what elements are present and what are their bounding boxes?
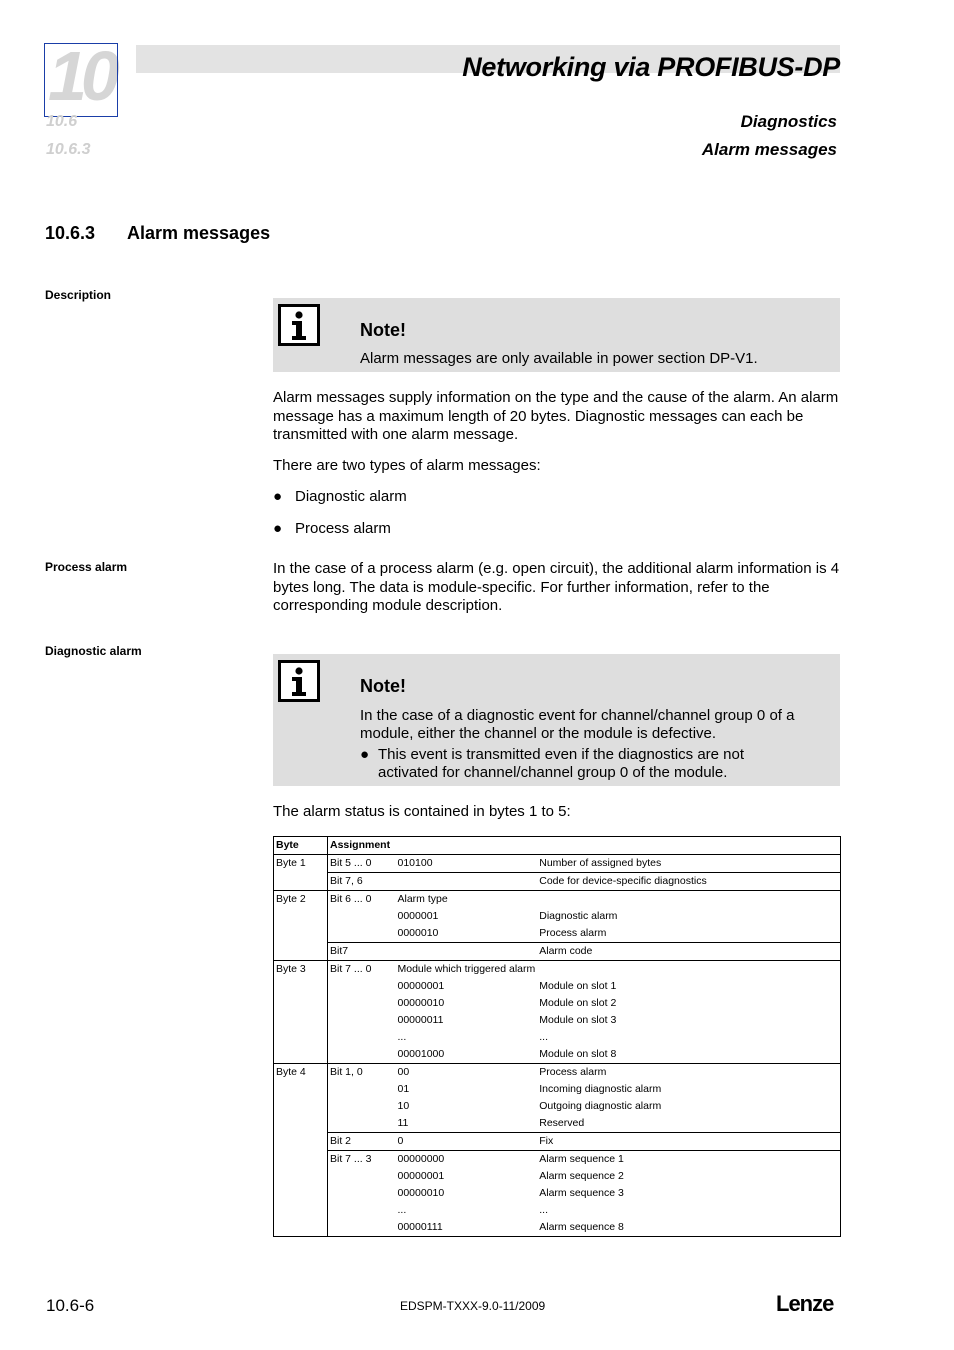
table-cell-value: 00000000 bbox=[396, 1151, 538, 1169]
table-cell-bits: Bit 7 ... 3 bbox=[328, 1151, 396, 1169]
table-cell-value: 00001000 bbox=[397, 1048, 445, 1060]
table-cell-meaning: Code for device-specific diagnostics bbox=[537, 873, 840, 891]
table-row bbox=[274, 1064, 841, 1082]
table-cell-meaning: Incoming diagnostic alarm bbox=[537, 1081, 840, 1098]
info-icon bbox=[278, 660, 320, 702]
table-row bbox=[274, 1151, 841, 1169]
table-cell-value: 00000001 bbox=[397, 980, 445, 992]
table-cell-bits bbox=[328, 1098, 396, 1115]
table-row bbox=[274, 1029, 841, 1046]
note-text: Alarm messages are only available in power section DP-V1. bbox=[360, 350, 758, 367]
table-cell-bits: Bit 2 bbox=[328, 1133, 396, 1151]
side-label-diagnostic-alarm: Diagnostic alarm bbox=[45, 644, 142, 658]
table-cell-value: Module which triggered alarm bbox=[396, 961, 538, 979]
table-cell-bits bbox=[328, 978, 396, 995]
note-bullet-text: This event is transmitted even if the diagnostics are not activated for channel/channel group 0 of the module. bbox=[378, 746, 745, 781]
chapter-box bbox=[44, 43, 118, 117]
table-cell-bits: Bit 7 ... 0 bbox=[328, 961, 396, 979]
table-cell-bits: Bit 1, 0 bbox=[328, 1064, 396, 1082]
bullet-item: ● Process alarm bbox=[273, 520, 391, 537]
section-title: Diagnostics bbox=[740, 112, 837, 131]
table-cell-bits bbox=[328, 1046, 396, 1064]
table-cell-byte bbox=[274, 925, 328, 943]
header-assignment: Assignment bbox=[328, 837, 841, 855]
table-cell-meaning: Alarm code bbox=[537, 943, 840, 961]
table-row bbox=[274, 925, 841, 943]
table-cell-value: 00000010 bbox=[397, 1187, 445, 1199]
document-id: EDSPM-TXXX-9.0-11/2009 bbox=[400, 1299, 546, 1313]
table-cell-bits bbox=[328, 1202, 396, 1219]
heading-title: Alarm messages bbox=[127, 223, 271, 243]
info-icon bbox=[278, 304, 320, 346]
table-row bbox=[274, 961, 841, 979]
table-cell-meaning: Reserved bbox=[537, 1115, 840, 1133]
table-cell-byte: Byte 4 bbox=[274, 1064, 328, 1082]
table-cell-bits bbox=[328, 1029, 396, 1046]
paragraph-intro: Alarm messages supply information on the type and the cause of the alarm. An alarm message has a maximum length of 20 bytes. Diagnostic messages can each be transmitted with one alarm message. bbox=[273, 389, 839, 443]
table-row bbox=[274, 908, 841, 925]
table-cell-value: Alarm type bbox=[396, 891, 538, 909]
table-row bbox=[274, 1168, 841, 1185]
table-cell-value: 00000111 bbox=[396, 1219, 538, 1237]
table-row bbox=[274, 1219, 841, 1237]
note-title: Note! bbox=[360, 320, 406, 340]
table-cell-meaning: Alarm sequence 2 bbox=[537, 1168, 840, 1185]
table-cell-bits: Bit 7, 6 bbox=[328, 873, 396, 891]
table-cell-meaning: Module on slot 1 bbox=[537, 978, 840, 995]
table-cell-meaning: Process alarm bbox=[537, 1064, 840, 1082]
table-row bbox=[274, 891, 841, 909]
note-box bbox=[273, 298, 840, 372]
table-cell-bits bbox=[328, 1185, 396, 1202]
note-title: Note! bbox=[360, 676, 406, 696]
table-cell-bits: Bit 6 ... 0 bbox=[328, 891, 396, 909]
table-cell-byte bbox=[274, 1046, 328, 1064]
paragraph-types: There are two types of alarm messages: bbox=[273, 457, 541, 474]
paragraph-process-alarm: In the case of a process alarm (e.g. open circuit), the additional alarm information is 4 bytes long. The data is module-specific. For further information, refer to the corresponding module description. bbox=[273, 560, 840, 614]
section-heading bbox=[45, 223, 270, 244]
table-row bbox=[274, 1098, 841, 1115]
table-cell-meaning: Module on slot 8 bbox=[537, 1046, 840, 1064]
bullet-text: Process alarm bbox=[295, 520, 391, 537]
table-cell-value bbox=[396, 873, 538, 891]
table-cell-bits bbox=[328, 1219, 396, 1237]
paragraph-alarm-status: The alarm status is contained in bytes 1 to 5: bbox=[273, 803, 571, 820]
table-cell-byte bbox=[274, 908, 328, 925]
table-cell-bits: Bit 5 ... 0 bbox=[328, 855, 396, 873]
side-label-description: Description bbox=[45, 288, 112, 302]
heading-number: 10.6.3 bbox=[45, 223, 96, 243]
header-byte: Byte bbox=[274, 837, 328, 855]
brand-logo: Lenze bbox=[776, 1291, 834, 1316]
table-row bbox=[274, 1012, 841, 1029]
table-cell-byte: Byte 1 bbox=[274, 855, 328, 873]
table-header-row bbox=[274, 837, 841, 855]
table-cell-bits bbox=[328, 1012, 396, 1029]
table-cell-meaning: Fix bbox=[537, 1133, 840, 1151]
table-cell-meaning: Number of assigned bytes bbox=[537, 855, 840, 873]
table-row bbox=[274, 1185, 841, 1202]
table-row bbox=[274, 943, 841, 961]
table-cell-bits bbox=[328, 1081, 396, 1098]
table-row bbox=[274, 1115, 841, 1133]
table-cell-meaning: Alarm sequence 3 bbox=[537, 1185, 840, 1202]
table-cell-byte bbox=[274, 1081, 328, 1098]
table-row bbox=[274, 1133, 841, 1151]
table-row bbox=[274, 1081, 841, 1098]
table-cell-value: ... bbox=[397, 1031, 407, 1043]
table-cell-value: 00000001 bbox=[397, 1170, 445, 1182]
table-cell-meaning: Outgoing diagnostic alarm bbox=[537, 1098, 840, 1115]
subsection-title: Alarm messages bbox=[701, 140, 837, 159]
table-row bbox=[274, 978, 841, 995]
table-cell-value: 11 bbox=[397, 1117, 409, 1129]
table-cell-meaning: Alarm sequence 8 bbox=[537, 1219, 840, 1237]
table-cell-value: ... bbox=[397, 1204, 407, 1216]
table-cell-byte bbox=[274, 873, 328, 891]
table-row bbox=[274, 1202, 841, 1219]
table-row bbox=[274, 873, 841, 891]
bullet-text: Diagnostic alarm bbox=[295, 488, 407, 505]
note-box bbox=[273, 654, 840, 786]
chapter-title: Networking via PROFIBUS-DP bbox=[462, 52, 840, 82]
table-cell-byte bbox=[274, 1168, 328, 1185]
table-cell-meaning: Diagnostic alarm bbox=[537, 908, 840, 925]
note-bullet: ● This event is transmitted even if the diagnostics are not activated for channel/channel group 0 of the module. bbox=[360, 746, 800, 782]
table-cell-value: 0000010 bbox=[397, 927, 439, 939]
table-cell-value: 0000001 bbox=[397, 910, 439, 922]
table-cell-byte bbox=[274, 1029, 328, 1046]
table-cell-meaning bbox=[537, 891, 840, 909]
table-cell-value: 0 bbox=[396, 1133, 538, 1151]
table-cell-bits bbox=[328, 908, 396, 925]
table-cell-meaning: ... bbox=[537, 1029, 840, 1046]
table-cell-byte: Byte 3 bbox=[274, 961, 328, 979]
table-cell-value: 10 bbox=[397, 1100, 410, 1112]
table-cell-value: 010100 bbox=[396, 855, 538, 873]
page-number: 10.6-6 bbox=[46, 1296, 95, 1315]
table-cell-meaning bbox=[537, 961, 840, 979]
table-cell-byte bbox=[274, 1219, 328, 1237]
table-cell-meaning: ... bbox=[537, 1202, 840, 1219]
side-label-process-alarm: Process alarm bbox=[45, 560, 128, 574]
table-cell-bits: Bit7 bbox=[328, 943, 396, 961]
table-cell-value: 00000011 bbox=[397, 1014, 444, 1026]
table-cell-byte bbox=[274, 1151, 328, 1169]
table-cell-byte bbox=[274, 1202, 328, 1219]
table-cell-byte bbox=[274, 1115, 328, 1133]
chapter-number: 10 bbox=[48, 37, 114, 115]
note-text: In the case of a diagnostic event for channel/channel group 0 of a module, either the channel or the module is defective. bbox=[360, 707, 795, 742]
table-cell-byte bbox=[274, 978, 328, 995]
table-cell-meaning: Process alarm bbox=[537, 925, 840, 943]
table-cell-byte bbox=[274, 995, 328, 1012]
table-cell-byte bbox=[274, 1133, 328, 1151]
table-cell-meaning: Module on slot 2 bbox=[537, 995, 840, 1012]
table-cell-bits bbox=[328, 1115, 396, 1133]
table-cell-meaning: Module on slot 3 bbox=[537, 1012, 840, 1029]
table-row bbox=[274, 1046, 841, 1064]
table-cell-byte bbox=[274, 1012, 328, 1029]
table-cell-byte bbox=[274, 1185, 328, 1202]
table-row bbox=[274, 995, 841, 1012]
table-row bbox=[274, 855, 841, 873]
subsection-number: 10.6.3 bbox=[46, 141, 91, 158]
table-cell-bits bbox=[328, 995, 396, 1012]
table-cell-bits bbox=[328, 925, 396, 943]
table-cell-byte: Byte 2 bbox=[274, 891, 328, 909]
table-cell-value bbox=[396, 943, 538, 961]
bullet-item: ● Diagnostic alarm bbox=[273, 488, 407, 505]
section-number: 10.6 bbox=[46, 113, 78, 130]
table-cell-bits bbox=[328, 1168, 396, 1185]
table-cell-byte bbox=[274, 1098, 328, 1115]
table-cell-value: 01 bbox=[397, 1083, 410, 1095]
alarm-status-table bbox=[273, 836, 841, 1237]
table-cell-value: 00 bbox=[396, 1064, 538, 1082]
table-cell-byte bbox=[274, 943, 328, 961]
table-cell-value: 00000010 bbox=[397, 997, 445, 1009]
table-cell-meaning: Alarm sequence 1 bbox=[537, 1151, 840, 1169]
